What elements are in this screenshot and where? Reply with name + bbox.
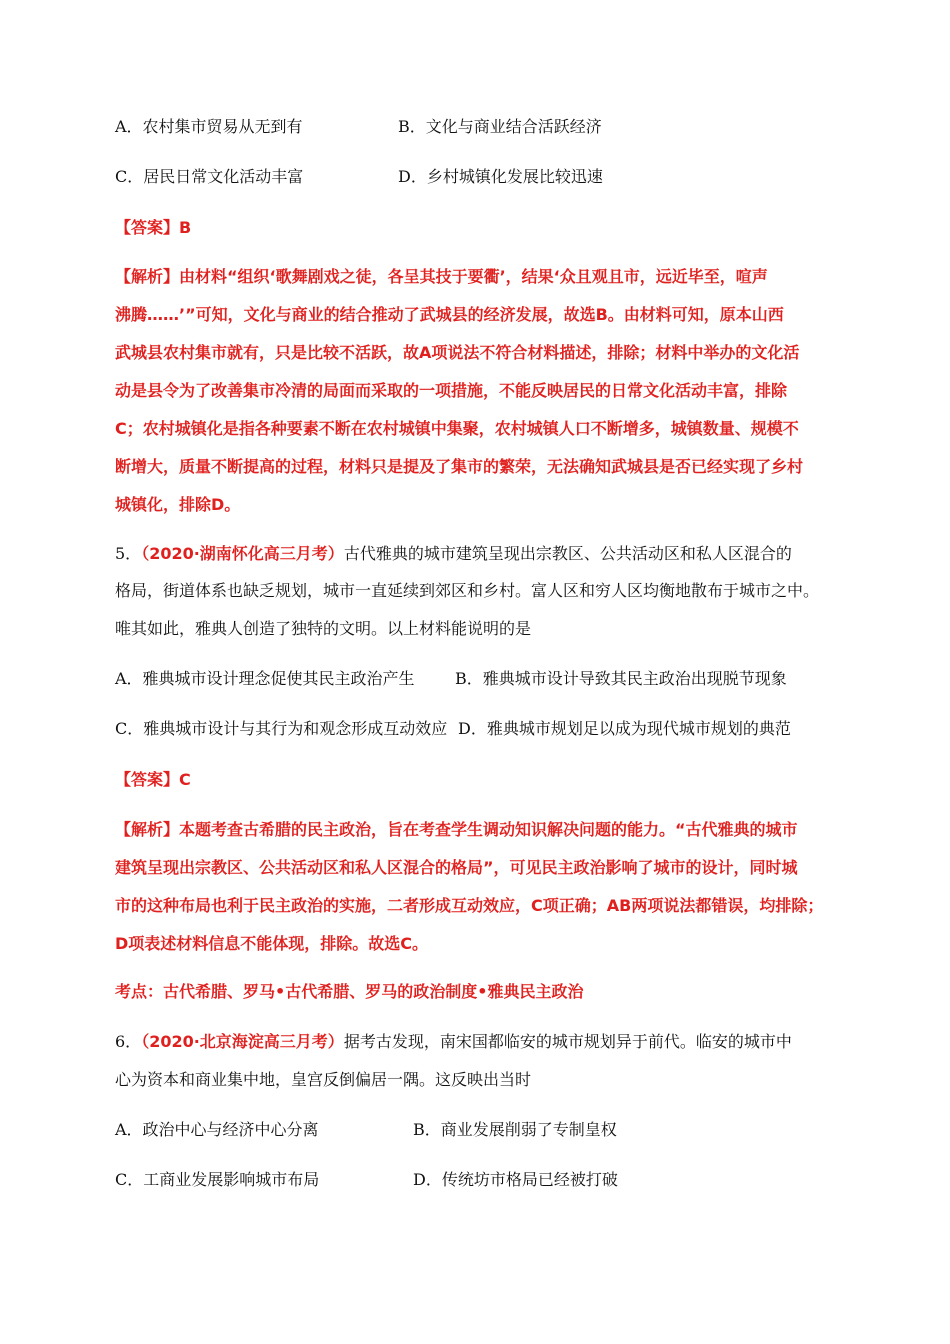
q4-option-d: D．乡村城镇化发展比较迅速 (398, 167, 603, 186)
q4-analysis-line: 【解析】由材料“组织‘歌舞剧戏之徒，各呈其技于要衢’，结果‘众且观且市，远近毕至，喧声 (115, 267, 768, 286)
q5-analysis (115, 820, 837, 972)
q5-number: 5． (115, 544, 142, 563)
q4-analysis-line: 断增大，质量不断提高的过程，材料只是提及了集市的繁荣，无法确知武城县是否已经实现了乡村 (115, 457, 804, 476)
q4-option-a: A．农村集市贸易从无到有 (115, 117, 303, 136)
q4-option-c: C．居民日常文化活动丰富 (115, 167, 304, 186)
q6-option-c: C．工商业发展影响城市布局 (115, 1170, 320, 1189)
q5-answer: 【答案】C (115, 770, 191, 789)
q5-keypoint: 考点：古代希腊、罗马•古代希腊、罗马的政治制度•雅典民主政治 (115, 982, 584, 1001)
q5-option-a: A．雅典城市设计理念促使其民主政治产生 (115, 669, 415, 688)
q4-analysis-line: 沸腾……’”可知，文化与商业的结合推动了武城县的经济发展，故选B。由材料可知，原本山西 (115, 305, 784, 324)
q6-option-a: A．政治中心与经济中心分离 (115, 1120, 319, 1139)
q6-option-d: D．传统坊市格局已经被打破 (413, 1170, 618, 1189)
q4-analysis-line: 武城县农村集市就有，只是比较不活跃，故A项说法不符合材料描述，排除；材料中举办的文化活 (115, 343, 800, 362)
q6-option-b: B．商业发展削弱了专制皇权 (413, 1120, 617, 1139)
q5-option-d: D．雅典城市规划足以成为现代城市规划的典范 (458, 719, 791, 738)
q5-analysis-line: 【解析】本题考查古希腊的民主政治，旨在考查学生调动知识解决问题的能力。“古代雅典的城市 (115, 820, 798, 839)
q5-stem-line: 格局，街道体系也缺乏规划，城市一直延续到郊区和乡村。富人区和穷人区均衡地散布于城市之中。 (115, 581, 820, 600)
q6-source: （2020·北京海淀高三月考） (141, 1032, 344, 1051)
q4-option-b: B．文化与商业结合活跃经济 (398, 117, 602, 136)
q5-analysis-line: 市的这种布局也利于民主政治的实施，二者形成互动效应，C项正确；AB两项说法都错误，均排除； (115, 896, 824, 915)
q6-number: 6． (115, 1032, 142, 1051)
q4-answer: 【答案】B (115, 218, 192, 237)
q5-stem-line: 唯其如此，雅典人创造了独特的文明。以上材料能说明的是 (115, 619, 532, 638)
q4-analysis (115, 267, 837, 533)
q6-stem-line: 据考古发现，南宋国都临安的城市规划异于前代。临安的城市中 (343, 1032, 792, 1051)
q5-option-c: C．雅典城市设计与其行为和观念形成互动效应 (115, 719, 448, 738)
q5-source: （2020·湖南怀化高三月考） (141, 544, 344, 563)
q5-analysis-line: 建筑呈现出宗教区、公共活动区和私人区混合的格局”，可见民主政治影响了城市的设计，同时城 (115, 858, 798, 877)
q5-stem-line: 古代雅典的城市建筑呈现出宗教区、公共活动区和私人区混合的 (343, 544, 792, 563)
q5-option-b: B．雅典城市设计导致其民主政治出现脱节现象 (455, 669, 787, 688)
q5-stem-first-line (115, 544, 792, 564)
q4-analysis-line: 动是县令为了改善集市冷清的局面而采取的一项措施，不能反映居民的日常文化活动丰富，排除 (115, 381, 788, 400)
q5-analysis-line: D项表述材料信息不能体现，排除。故选C。 (115, 934, 429, 953)
q6-stem-line: 心为资本和商业集中地，皇宫反倒偏居一隅。这反映出当时 (115, 1070, 532, 1089)
q6-stem-first-line (115, 1032, 792, 1052)
q4-analysis-line: C；农村城镇化是指各种要素不断在农村城镇中集聚，农村城镇人口不断增多，城镇数量、规模不 (115, 419, 799, 438)
q4-analysis-line: 城镇化，排除D。 (115, 495, 241, 514)
